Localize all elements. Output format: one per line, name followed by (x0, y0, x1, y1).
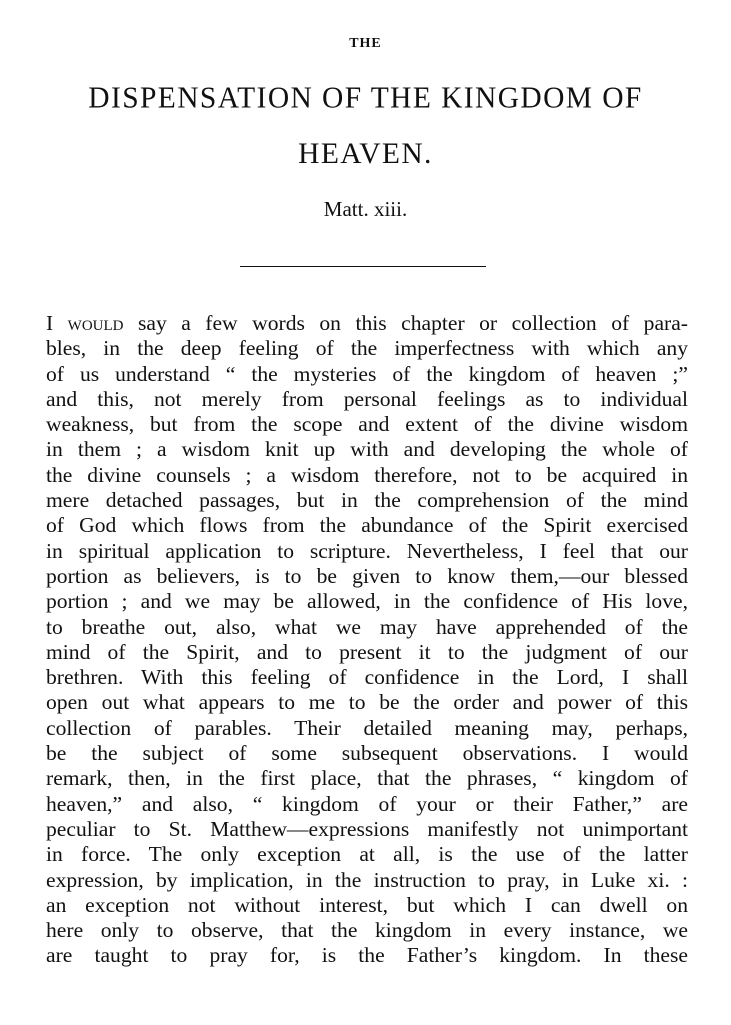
text-line: to breathe out, also, what we may have apprehended of the (46, 614, 688, 639)
chapter-title-line-1: DISPENSATION OF THE KINGDOM OF (88, 81, 643, 115)
text-line: in them ; a wisdom knit up with and developing the whole of (46, 437, 688, 462)
text-line: portion ; and we may be allowed, in the confidence of His love, (46, 589, 688, 614)
text-line: peculiar to St. Matthew—expressions manifestly not unimportant (46, 816, 688, 841)
opening-smallcaps: would (67, 311, 124, 335)
text-line: brethren. With this feeling of confidence in the Lord, I shall (46, 665, 688, 690)
text-line: the divine counsels ; a wisdom therefore, not to be acquired in (46, 462, 688, 487)
text-line: mere detached passages, but in the comprehension of the mind (46, 488, 688, 513)
text-line: collection of parables. Their detailed meaning may, perhaps, (46, 715, 688, 740)
scripture-reference: Matt. xiii. (323, 197, 408, 221)
text-line: in spiritual application to scripture. Nevertheless, I feel that our (46, 538, 688, 563)
text-line: are taught to pray for, is the Father’s kingdom. In these (46, 943, 688, 968)
text-line: of us understand “ the mysteries of the kingdom of heaven ;” (46, 361, 688, 386)
text-line: of God which flows from the abundance of the Spirit exercised (46, 513, 688, 538)
text-line: bles, in the deep feeling of the imperfectness with which any (46, 336, 688, 361)
text-line: an exception not without interest, but which I can dwell on (46, 892, 688, 917)
text-line: open out what appears to me to be the order and power of this (46, 690, 688, 715)
text-line: in force. The only exception at all, is the use of the latter (46, 842, 688, 867)
opening-initial: I (46, 311, 68, 335)
text-line: remark, then, in the first place, that the phrases, “ kingdom of (46, 766, 688, 791)
text-line: mind of the Spirit, and to present it to the judgment of our (46, 639, 688, 664)
text-line: weakness, but from the scope and extent of the divine wisdom (46, 412, 688, 437)
body-paragraph (46, 311, 688, 969)
text-line: be the subject of some subsequent observations. I would (46, 741, 688, 766)
text-line: and this, not merely from personal feelings as to individual (46, 386, 688, 411)
text-line: here only to observe, that the kingdom in every instance, we (46, 918, 688, 943)
text-line: portion as believers, is to be given to know them,—our blessed (46, 563, 688, 588)
section-divider (240, 266, 486, 267)
chapter-title-line-2: HEAVEN. (298, 138, 433, 170)
title-kicker: THE (349, 36, 382, 51)
text-line: heaven,” and also, “ kingdom of your or their Father,” are (46, 791, 688, 816)
text-line: expression, by implication, in the instruction to pray, in Luke xi. : (46, 867, 688, 892)
text-line-content: say a few words on this chapter or collection of para- (123, 311, 688, 335)
text-line (46, 311, 688, 336)
